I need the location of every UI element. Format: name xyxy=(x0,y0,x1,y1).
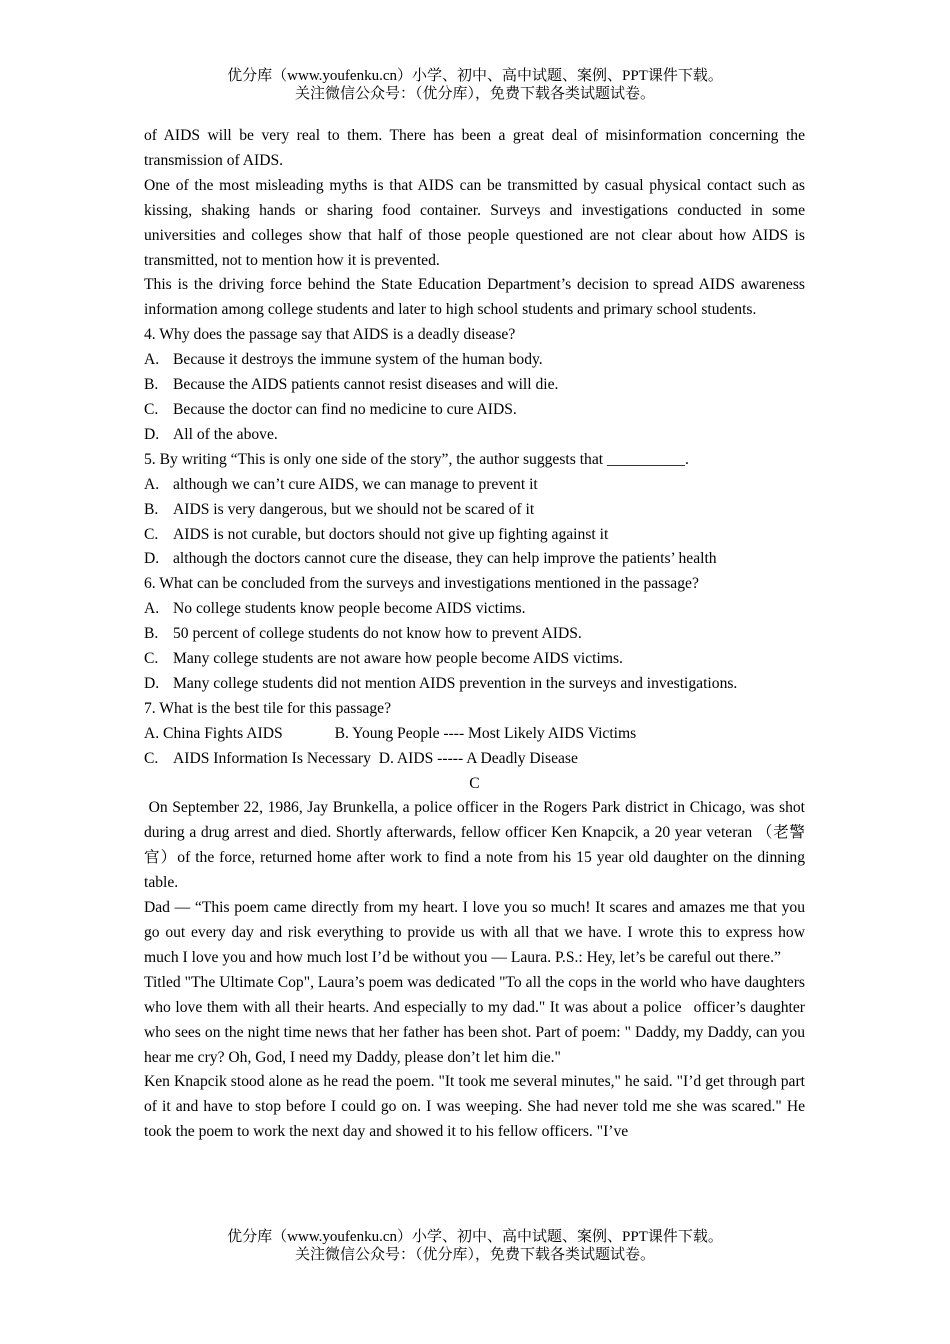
question-6-stem: 6. What can be concluded from the surveys and investigations mentioned in the passage? xyxy=(144,575,699,593)
question-5-option-d xyxy=(144,547,805,572)
footer-line-1: 优分库（www.youfenku.cn）小学、初中、高中试题、案例、PPT课件下载。 xyxy=(227,1229,723,1245)
question-4-stem: 4. Why does the passage say that AIDS is a deadly disease? xyxy=(144,326,516,344)
question-6-option-c xyxy=(144,647,805,672)
option-text: although we can’t cure AIDS, we can manage to prevent it xyxy=(173,475,538,493)
option-letter: C. xyxy=(144,749,159,767)
question-7-options-row-1 xyxy=(144,722,805,747)
option-letter: A. xyxy=(144,351,160,369)
passage-b-paragraph-3: This is the driving force behind the State Education Department’s decision to spread AIDS awareness information among college students and later to high school students and primary school students. xyxy=(144,276,805,319)
question-7-option-b: B. Young People ---- Most Likely AIDS Victims xyxy=(334,724,637,742)
option-text: Many college students are not aware how people become AIDS victims. xyxy=(173,650,623,668)
question-7-options-row-2 xyxy=(144,747,805,772)
section-c-paragraph-2: Dad — “This poem came directly from my heart. I love you so much! It scares and amazes me that you go out every day and risk everything to provide us with all that we have. I wrote this to express how much I love you and how much lost I’d be without you — Laura. P.S.: Hey, let’s be careful out there.” xyxy=(144,899,805,966)
question-5-option-a xyxy=(144,473,805,498)
question-7-stem: 7. What is the best tile for this passage? xyxy=(144,699,391,717)
option-text: Because the AIDS patients cannot resist diseases and will die. xyxy=(173,376,559,394)
option-letter: D. xyxy=(144,674,160,692)
option-letter: D. xyxy=(144,550,160,568)
question-6-option-b xyxy=(144,622,805,647)
option-text: Because it destroys the immune system of the human body. xyxy=(173,351,543,369)
passage-b-paragraph-2: One of the most misleading myths is that AIDS can be transmitted by casual physical contact such as kissing, shaking hands or sharing food container. Surveys and investigations conducted in some universities and colleges show that half of those people questioned are not clear about how AIDS is transmitted, not to mention how it is prevented. xyxy=(144,176,805,269)
question-5-option-c xyxy=(144,523,805,548)
option-text: All of the above. xyxy=(173,425,278,443)
page-header xyxy=(0,67,950,103)
question-7-option-c: AIDS Information Is Necessary xyxy=(173,749,371,767)
option-letter: A. xyxy=(144,600,160,618)
question-5-stem: 5. By writing “This is only one side of the story”, the author suggests that __________. xyxy=(144,450,689,468)
question-6-option-d xyxy=(144,672,805,697)
option-text: No college students know people become AIDS victims. xyxy=(173,600,526,618)
question-4-option-b xyxy=(144,373,805,398)
option-text: AIDS is very dangerous, but we should not be scared of it xyxy=(173,500,535,518)
page-footer xyxy=(0,1228,950,1264)
passage-b-paragraph-1: of AIDS will be very real to them. There has been a great deal of misinformation concerning the transmission of AIDS. xyxy=(144,127,805,169)
option-letter: B. xyxy=(144,500,159,518)
option-text: 50 percent of college students do not know how to prevent AIDS. xyxy=(173,625,582,643)
header-line-2: 关注微信公众号：（优分库），免费下载各类试题试卷。 xyxy=(294,86,655,102)
option-text: Because the doctor can find no medicine to cure AIDS. xyxy=(173,400,517,418)
section-c-paragraph-1: On September 22, 1986, Jay Brunkella, a police officer in the Rogers Park district in Chicago, was shot during a drug arrest and died. Shortly afterwards, fellow officer Ken Knapcik, a 20 year veteran （老警官）of the force, returned home after work to find a note from his 15 year old daughter on the dinning table. xyxy=(144,799,809,892)
document-body xyxy=(144,124,809,1145)
question-4-option-d xyxy=(144,423,805,448)
question-5-option-b xyxy=(144,498,805,523)
footer-line-2: 关注微信公众号：（优分库），免费下载各类试题试卷。 xyxy=(294,1247,655,1263)
question-7-option-a: A. China Fights AIDS xyxy=(144,724,283,742)
option-letter: B. xyxy=(144,625,159,643)
question-6-option-a xyxy=(144,597,805,622)
section-c-paragraph-4: Ken Knapcik stood alone as he read the poem. "It took me several minutes," he said. "I’d get through part of it and have to stop before I could go on. I was weeping. She had never told me she was scared." He took the poem to work the next day and showed it to his fellow officers. "I’ve xyxy=(144,1073,805,1141)
option-letter: A. xyxy=(144,475,160,493)
option-text: AIDS is not curable, but doctors should not give up fighting against it xyxy=(173,525,609,543)
section-c-heading: C xyxy=(469,774,480,792)
option-text: Many college students did not mention AIDS prevention in the surveys and investigations. xyxy=(173,674,738,692)
section-c-paragraph-3: Titled "The Ultimate Cop", Laura’s poem was dedicated "To all the cops in the world who have daughters who love them with all their hearts. And especially to my dad." It was about a police officer’s daughter who sees on the night time news that her father has been shot. Part of poem: " Daddy, my Daddy, can you hear me cry? Oh, God, I need my Daddy, please don’t let him die." xyxy=(144,973,805,1066)
option-letter: B. xyxy=(144,376,159,394)
question-4-option-a xyxy=(144,348,805,373)
header-line-1: 优分库（www.youfenku.cn）小学、初中、高中试题、案例、PPT课件下载。 xyxy=(227,68,723,84)
question-4-option-c xyxy=(144,398,805,423)
option-letter: C. xyxy=(144,525,159,543)
option-letter: D. xyxy=(144,425,160,443)
option-text: although the doctors cannot cure the disease, they can help improve the patients’ health xyxy=(173,550,717,568)
option-letter: C. xyxy=(144,650,159,668)
option-letter: C. xyxy=(144,400,159,418)
question-7-option-d: D. AIDS ----- A Deadly Disease xyxy=(378,749,578,767)
